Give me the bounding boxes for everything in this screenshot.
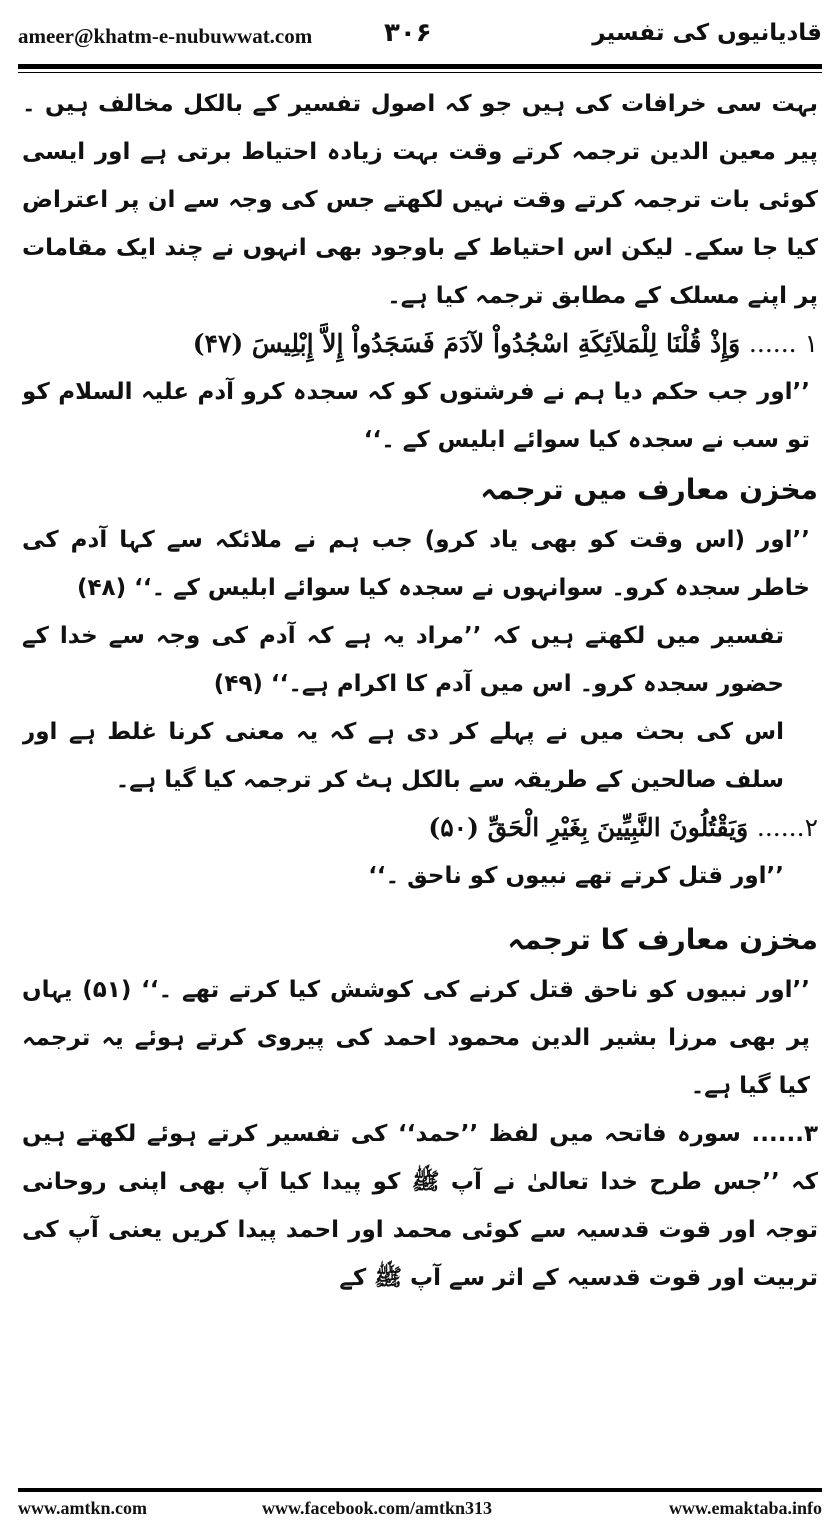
ayah-number: ۱ ...... <box>748 329 818 358</box>
footer-link-amtkn[interactable]: www.amtkn.com <box>18 1498 147 1518</box>
page-body <box>22 80 818 1458</box>
footer-link-emaktaba[interactable]: www.emaktaba.info <box>668 1498 822 1518</box>
tafsir-paragraph: تفسیر میں لکھتے ہیں کہ ’’مراد یہ ہے کہ آدم کی وجہ سے خدا کے حضور سجدہ کرو۔ اس میں آدم کا اکرام ہے۔‘‘ (۴۹) <box>22 623 784 697</box>
discussion-paragraph: اس کی بحث میں نے پہلے کر دی ہے کہ یہ معنی کرنا غلط ہے اور سلف صالحین کے طریقہ سے بالکل ہٹ کر ترجمہ کیا گیا ہے۔ <box>22 719 784 793</box>
footer-rule <box>18 1488 822 1492</box>
paragraph-3: ۳...... سورہ فاتحہ میں لفظ ’’حمد‘‘ کی تفسیر کرتے ہوئے لکھتے ہیں کہ ’’جس طرح خدا تعالیٰ نے آپ ﷺ کو پیدا کیا آپ بھی اپنی روحانی توجہ اور قوت قدسیہ سے کوئی محمد اور احمد پیدا کریں یعنی آپ کی تربیت اور قوت قدسیہ کے اثر سے آپ ﷺ کے <box>22 1121 818 1291</box>
footer-link-facebook[interactable]: www.facebook.com/amtkn313 <box>262 1498 492 1518</box>
translation-quote-4: ’’اور نبیوں کو ناحق قتل کرنے کی کوشش کیا کرتے تھے ۔‘‘ (۵۱) یہاں پر بھی مرزا بشیر الدین محمود احمد کی پیروی کرتے ہوئے یہ ترجمہ کیا گیا ہے۔ <box>22 977 811 1099</box>
spacer <box>22 900 818 914</box>
ayah-1 <box>22 320 818 368</box>
ayah-number: ۲...... <box>756 813 818 842</box>
ayah-2 <box>22 804 818 852</box>
translation-quote-3: ’’اور قتل کرتے تھے نبیوں کو ناحق ۔‘‘ <box>368 863 784 889</box>
page-number: ۳۰۶ <box>384 18 432 48</box>
translation-quote-1: ’’اور جب حکم دیا ہم نے فرشتوں کو کہ سجدہ کرو آدم علیہ السلام کو تو سب نے سجدہ کیا سوائے ابلیس کے ۔‘‘ <box>22 379 810 453</box>
header-email[interactable]: ameer@khatm-e-nubuwwat.com <box>18 24 313 48</box>
page-header <box>18 18 822 62</box>
header-rule-thin <box>18 72 822 73</box>
paragraph-1: بہت سی خرافات کی ہیں جو کہ اصول تفسیر کے بالکل مخالف ہیں ۔ پیر معین الدین ترجمہ کرتے وقت بہت زیادہ احتیاط برتی ہے اور ایسی کوئی بات ترجمہ کرتے وقت نہیں لکھتے جس کی وجہ سے ان پر اعتراض کیا جا سکے۔ لیکن اس احتیاط کے باوجود بھی انہوں نے چند ایک مقامات پر اپنے مسلک کے مطابق ترجمہ کیا ہے۔ <box>22 91 818 309</box>
header-rule-thick <box>18 64 822 69</box>
page-footer <box>18 1498 822 1526</box>
ayah-text: وَإِذْ قُلْنَا لِلْمَلاَئِكَةِ اسْجُدُواْ لآدَمَ فَسَجَدُواْ إِلاَّ إِبْلِيسَ (۴۷) <box>192 329 741 358</box>
section-heading-1: مخزن معارف میں ترجمہ <box>480 473 818 506</box>
ayah-text: وَيَقْتُلُونَ النَّبِيِّينَ بِغَيْرِ الْحَقِّ (۵۰) <box>428 813 749 842</box>
book-title: قادیانیوں کی تفسیر <box>592 20 822 46</box>
translation-quote-2: ’’اور (اس وقت کو بھی یاد کرو) جب ہم نے ملائکہ سے کہا آدم کی خاطر سجدہ کرو۔ سوانہوں نے سجدہ کیا سوائے ابلیس کے ۔‘‘ (۴۸) <box>22 527 810 601</box>
section-heading-2: مخزن معارف کا ترجمہ <box>507 923 818 956</box>
